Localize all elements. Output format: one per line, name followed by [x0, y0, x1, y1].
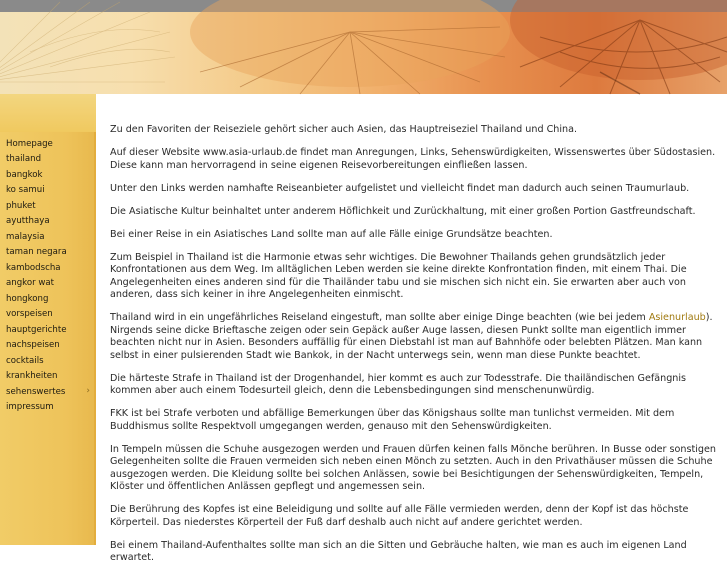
nav-item-thailand[interactable] [0, 152, 96, 168]
nav-item-label: sehenswertes [6, 386, 66, 397]
nav-item-malaysia[interactable] [0, 229, 96, 245]
sidebar-header-strip [0, 94, 96, 132]
nav-item-label: angkor wat [6, 278, 55, 289]
paragraph-culture: Die Asiatische Kultur beinhaltet unter anderem Höflichkeit und Zurückhaltung, mit einer großen Portion Gastfreundschaft. [110, 205, 696, 217]
sidebar-nav [0, 136, 96, 415]
sidebar [0, 94, 96, 545]
safety-text-before: Thailand wird in ein ungefährliches Reiseland eingestuft, man sollte aber einige Dinge beachten (wie bei jedem [110, 312, 649, 323]
nav-item-cocktails[interactable] [0, 353, 96, 369]
nav-item-label: hauptgerichte [6, 324, 67, 335]
paragraph-safety [110, 312, 722, 362]
paragraph-customs: Bei einem Thailand-Aufenthaltes sollte man sich an die Sitten und Gebräuche halten, wie man es auch im eigenen Land erwartet. [110, 539, 687, 563]
nav-item-label: vorspeisen [6, 309, 53, 320]
nav-item-label: ko samui [6, 185, 45, 196]
nav-item-label: bangkok [6, 169, 43, 180]
chevron-right-icon: › [86, 386, 90, 397]
paragraph-temples: In Tempeln müssen die Schuhe ausgezogen werden und Frauen dürfen keinen falls Mönche berühren. In Busse oder sonstigen Gelegenheiten sollte die Frauen vermeiden sich neben einen Mönch zu setzten. Auch in den Privathäuser müssen die Schuhe ausgezogen werden. Die Kleidung sollte bei solchen Anlässen, sowie bei Besichtigungen der Sehenswürdigkeiten, Tempeln, Klöster und öffentlichen Anlässen gepflegt und angemessen sein. [110, 443, 716, 492]
nav-item-ayutthaya[interactable] [0, 214, 96, 230]
nav-item-sehenswertes[interactable] [0, 384, 96, 400]
nav-item-label: nachspeisen [6, 340, 60, 351]
paragraph-principles: Bei einer Reise in ein Asiatisches Land sollte man auf alle Fälle einige Grundsätze beachten. [110, 228, 553, 240]
nav-item-bangkok[interactable] [0, 167, 96, 183]
nav-item-krankheiten[interactable] [0, 369, 96, 385]
nav-item-label: phuket [6, 200, 36, 211]
nav-item-label: krankheiten [6, 371, 58, 382]
nav-item-impressum[interactable] [0, 400, 96, 416]
nav-item-phuket[interactable] [0, 198, 96, 214]
nav-item-vorspeisen[interactable] [0, 307, 96, 323]
asienurlaub-link[interactable]: Asienurlaub [648, 312, 706, 323]
paragraph-head: Die Berührung des Kopfes ist eine Beleidigung und sollte auf alle Fälle vermieden werden, denn der Kopf ist das höchste Körperteil. Das niederstes Körperteil der Fuß darf deshalb auch nicht auf andere gerichtet werden. [110, 504, 689, 528]
nav-item-label: taman negara [6, 247, 67, 258]
nav-item-hauptgerichte[interactable] [0, 322, 96, 338]
header-banner [0, 12, 727, 94]
nav-item-angkor-wat[interactable] [0, 276, 96, 292]
nav-item-label: cocktails [6, 355, 44, 366]
paragraph-fkk: FKK ist bei Strafe verboten und abfällige Bemerkungen über das Königshaus sollte man tunlichst vermeiden. Mit dem Buddhismus sollte Respektvoll umgegangen werden, genauso mit den Sehenswürdigkeiten. [110, 408, 675, 432]
paragraph-website: Auf dieser Website www.asia-urlaub.de findet man Anregungen, Links, Sehenswürdigkeiten, Wissenswertes über Südostasien. Diese kann man hervorragend in seine eigenen Reisevorbereitungen einfließen lassen. [110, 147, 716, 171]
paragraph-drugs: Die härteste Strafe in Thailand ist der Drogenhandel, hier kommt es auch zur Todesstrafe. Die thailändischen Gefängnis kommen aber auch einem Todesurteil gleich, denn die Lebensbedingungen sind menschenunwürdig. [110, 372, 687, 396]
nav-item-hongkong[interactable] [0, 291, 96, 307]
nav-item-taman-negara[interactable] [0, 245, 96, 261]
paragraph-intro: Zu den Favoriten der Reiseziele gehört sicher auch Asien, das Hauptreiseziel Thailand und China. [110, 124, 578, 135]
nav-item-ko-samui[interactable] [0, 183, 96, 199]
nav-item-label: thailand [6, 154, 42, 165]
parasol-banner-image [0, 12, 727, 94]
nav-item-homepage[interactable] [0, 136, 96, 152]
nav-item-label: Homepage [6, 138, 53, 149]
nav-item-label: malaysia [6, 231, 45, 242]
paragraph-harmony: Zum Beispiel in Thailand ist die Harmonie etwas sehr wichtiges. Die Bewohner Thailands gehen grundsätzlich jeder Konfrontationen aus dem Weg. Im alltäglichen Leben werden sie keine direkte Konfrontation finden, mit einem Thai. Die Angelegenheiten eines anderen sind für die Thailänder tabu und sie mischen sich nicht ein. Sie erwarten aber auch von anderen, dass sich keiner in ihre Angelegenheiten einmischt. [110, 251, 687, 300]
nav-item-label: impressum [6, 402, 54, 413]
nav-item-label: ayutthaya [6, 216, 50, 227]
nav-item-nachspeisen[interactable] [0, 338, 96, 354]
nav-item-label: kambodscha [6, 262, 61, 273]
paragraph-links: Unter den Links werden namhafte Reiseanbieter aufgelistet und vielleicht findet man dadurch auch seinen Traumurlaub. [110, 182, 690, 194]
nav-item-kambodscha[interactable] [0, 260, 96, 276]
main-content [110, 124, 722, 575]
nav-item-label: hongkong [6, 293, 49, 304]
safety-text-after: ). Nirgends seine dicke Brieftasche zeigen oder sein Gepäck außer Auge lassen, diesen Punkt sollte man eigentlich immer beachten nicht nur in Asien. Besonders auffällig für einen Diebstahl ist man auf Bahnhöfe oder belebten Plätzen. Man kann selbst in einer pulsierenden Stadt wie Bankok, in der Nacht unterwegs sein, wenn man diese Punkte beachtet. [110, 312, 713, 361]
